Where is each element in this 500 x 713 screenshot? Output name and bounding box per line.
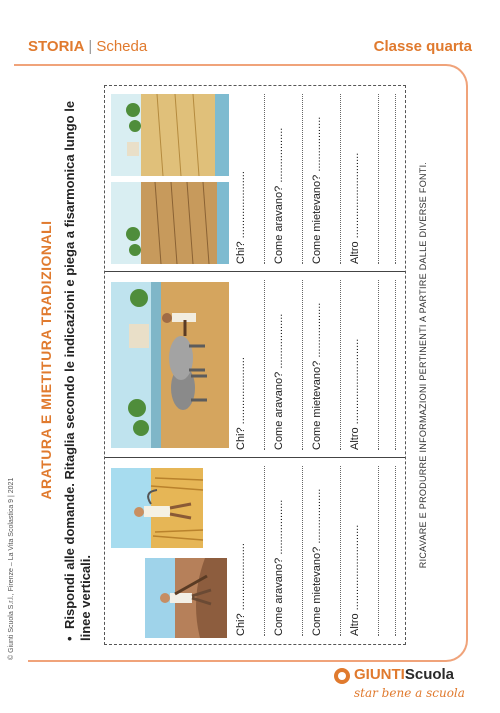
- worksheet-rotated: [38, 75, 448, 645]
- man-ploughing-image: [145, 558, 227, 638]
- header-subject: [28, 38, 147, 55]
- question-harvest: Come mietevano? ..................: [311, 116, 323, 264]
- answer-line: [264, 280, 265, 450]
- logo-tagline: star bene a scuola: [354, 686, 465, 700]
- copyright-text: © Giunti Scuola S.r.l., Firenze – La Vita Scolastica 9 | 2021: [8, 477, 15, 660]
- logo-brand-b: Scuola: [404, 666, 455, 683]
- woman-harvesting-image: [111, 468, 203, 548]
- foldable-panel: [104, 85, 406, 645]
- egyptian-field-image-2: [111, 94, 229, 176]
- egyptian-field-image-1: [111, 182, 229, 264]
- answer-line: [340, 94, 341, 264]
- oxen-ploughing-image: [111, 282, 229, 448]
- instruction-text: [62, 81, 94, 641]
- answer-line: [264, 466, 265, 636]
- header-separator: |: [88, 38, 93, 55]
- logo-brand-a: GIUNTI: [354, 666, 405, 683]
- question-who: Chi? ......................: [235, 171, 247, 264]
- answer-line: [340, 466, 341, 636]
- question-plough: Come aravano? ..................: [273, 499, 285, 636]
- column-3: [105, 86, 405, 272]
- subject-label: STORIA: [28, 38, 85, 55]
- column-1: [105, 458, 405, 644]
- question-plough: Come aravano? ..................: [273, 313, 285, 450]
- logo-mark-icon: [334, 668, 350, 684]
- question-plough: Come aravano? ..................: [273, 127, 285, 264]
- question-who: Chi? ......................: [235, 543, 247, 636]
- question-harvest: Come mietevano? ..................: [311, 302, 323, 450]
- learning-objective: RICAVARE E PRODURRE INFORMAZIONI PERTINENTI A PARTIRE DALLE DIVERSE FONTI.: [418, 161, 428, 569]
- sheet-type-label: Scheda: [96, 38, 148, 55]
- answer-line: [395, 280, 396, 450]
- answer-line: [302, 94, 303, 264]
- answer-line: [264, 94, 265, 264]
- logo-brand: [354, 666, 454, 683]
- answer-line: [378, 94, 379, 264]
- worksheet-title: ARATURA E MIETITURA TRADIZIONALI: [38, 220, 54, 500]
- answer-line: [395, 94, 396, 264]
- bullet-icon: •: [62, 636, 77, 641]
- question-who: Chi? ......................: [235, 357, 247, 450]
- question-harvest: Come mietevano? ..................: [311, 488, 323, 636]
- giunti-scuola-logo: [334, 666, 465, 706]
- instruction-label: Rispondi alle domande. Ritaglia secondo le indicazioni e piega a fisarmonica lungo le linee verticali.: [62, 100, 93, 641]
- answer-line: [378, 466, 379, 636]
- answer-line: [302, 280, 303, 450]
- column-2: [105, 272, 405, 458]
- class-level-label: Classe quarta: [373, 38, 472, 55]
- answer-line: [340, 280, 341, 450]
- answer-line: [395, 466, 396, 636]
- question-other: Altro ............................: [349, 152, 361, 264]
- question-other: Altro ............................: [349, 524, 361, 636]
- answer-line: [302, 466, 303, 636]
- answer-line: [378, 280, 379, 450]
- question-other: Altro ............................: [349, 338, 361, 450]
